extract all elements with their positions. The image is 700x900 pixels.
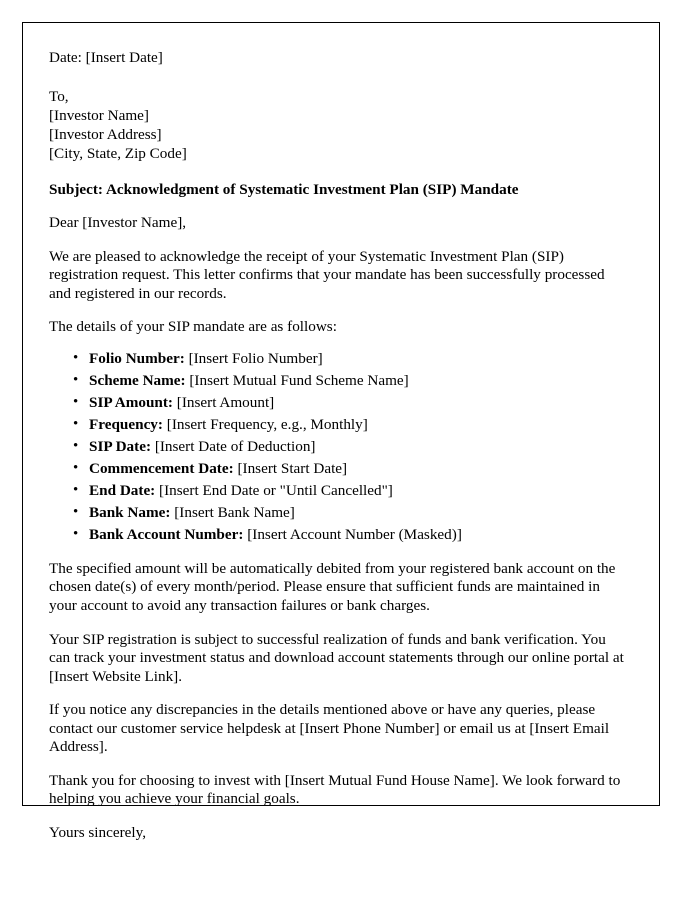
list-item	[89, 482, 625, 501]
detail-value: [Insert Folio Number]	[188, 349, 323, 367]
letter-sheet	[22, 22, 660, 841]
recipient-address-block	[49, 87, 625, 163]
closing-line: Yours sincerely,	[49, 823, 147, 841]
subject-line: Subject: Acknowledgment of Systematic Investment Plan (SIP) Mandate	[49, 180, 519, 198]
detail-label: Scheme Name:	[89, 371, 186, 389]
paragraph-debit-terms: The specified amount will be automatically debited from your registered bank account on the chosen date(s) of every month/period. Please ensure that sufficient funds are maintained in your account to avoid any transaction failures or bank charges.	[49, 559, 616, 615]
list-item	[89, 526, 625, 545]
paragraph-contact: If you notice any discrepancies in the details mentioned above or have any queries, please contact our customer service helpdesk at [Insert Phone Number] or email us at [Insert Email Address].	[49, 701, 610, 756]
detail-value: [Insert Date of Deduction]	[154, 437, 316, 455]
detail-label: SIP Date:	[89, 437, 152, 455]
paragraph-intro: We are pleased to acknowledge the receipt of your Systematic Investment Plan (SIP) registration request. This letter confirms that your mandate has been successfully processed and registered in our records.	[49, 247, 605, 302]
detail-label: Bank Name:	[89, 504, 171, 522]
sip-details-list	[49, 350, 625, 545]
paragraph-registration-status: Your SIP registration is subject to successful realization of funds and bank verification. You can track your investment status and download account statements through our online portal at [Insert Website Link].	[49, 630, 624, 685]
detail-label: End Date:	[89, 482, 156, 500]
address-line: [City, State, Zip Code]	[49, 144, 187, 162]
list-item	[89, 394, 625, 413]
list-item	[89, 372, 625, 391]
paragraph-thanks: Thank you for choosing to invest with [Insert Mutual Fund House Name]. We look forward to helping you achieve your financial goals.	[49, 771, 621, 808]
paragraph-details-lead: The details of your SIP mandate are as follows:	[49, 318, 337, 336]
detail-value: [Insert Start Date]	[237, 459, 348, 477]
letter-body	[23, 23, 659, 842]
detail-value: [Insert End Date or "Until Cancelled"]	[159, 482, 393, 500]
list-item	[89, 350, 625, 369]
detail-label: Folio Number:	[89, 349, 185, 367]
address-line: To,	[49, 87, 69, 105]
list-item	[89, 460, 625, 479]
list-item	[89, 438, 625, 457]
detail-value: [Insert Account Number (Masked)]	[247, 526, 462, 544]
list-item	[89, 416, 625, 435]
detail-value: [Insert Bank Name]	[174, 504, 295, 522]
list-item	[89, 504, 625, 523]
detail-value: [Insert Frequency, e.g., Monthly]	[166, 415, 368, 433]
address-line: [Investor Name]	[49, 106, 149, 124]
detail-label: Frequency:	[89, 415, 163, 433]
detail-label: SIP Amount:	[89, 393, 173, 411]
detail-label: Commencement Date:	[89, 459, 234, 477]
address-line: [Investor Address]	[49, 125, 162, 143]
detail-value: [Insert Mutual Fund Scheme Name]	[189, 371, 409, 389]
salutation: Dear [Investor Name],	[49, 214, 187, 232]
detail-label: Bank Account Number:	[89, 526, 244, 544]
detail-value: [Insert Amount]	[176, 393, 275, 411]
date-line: Date: [Insert Date]	[49, 49, 163, 66]
